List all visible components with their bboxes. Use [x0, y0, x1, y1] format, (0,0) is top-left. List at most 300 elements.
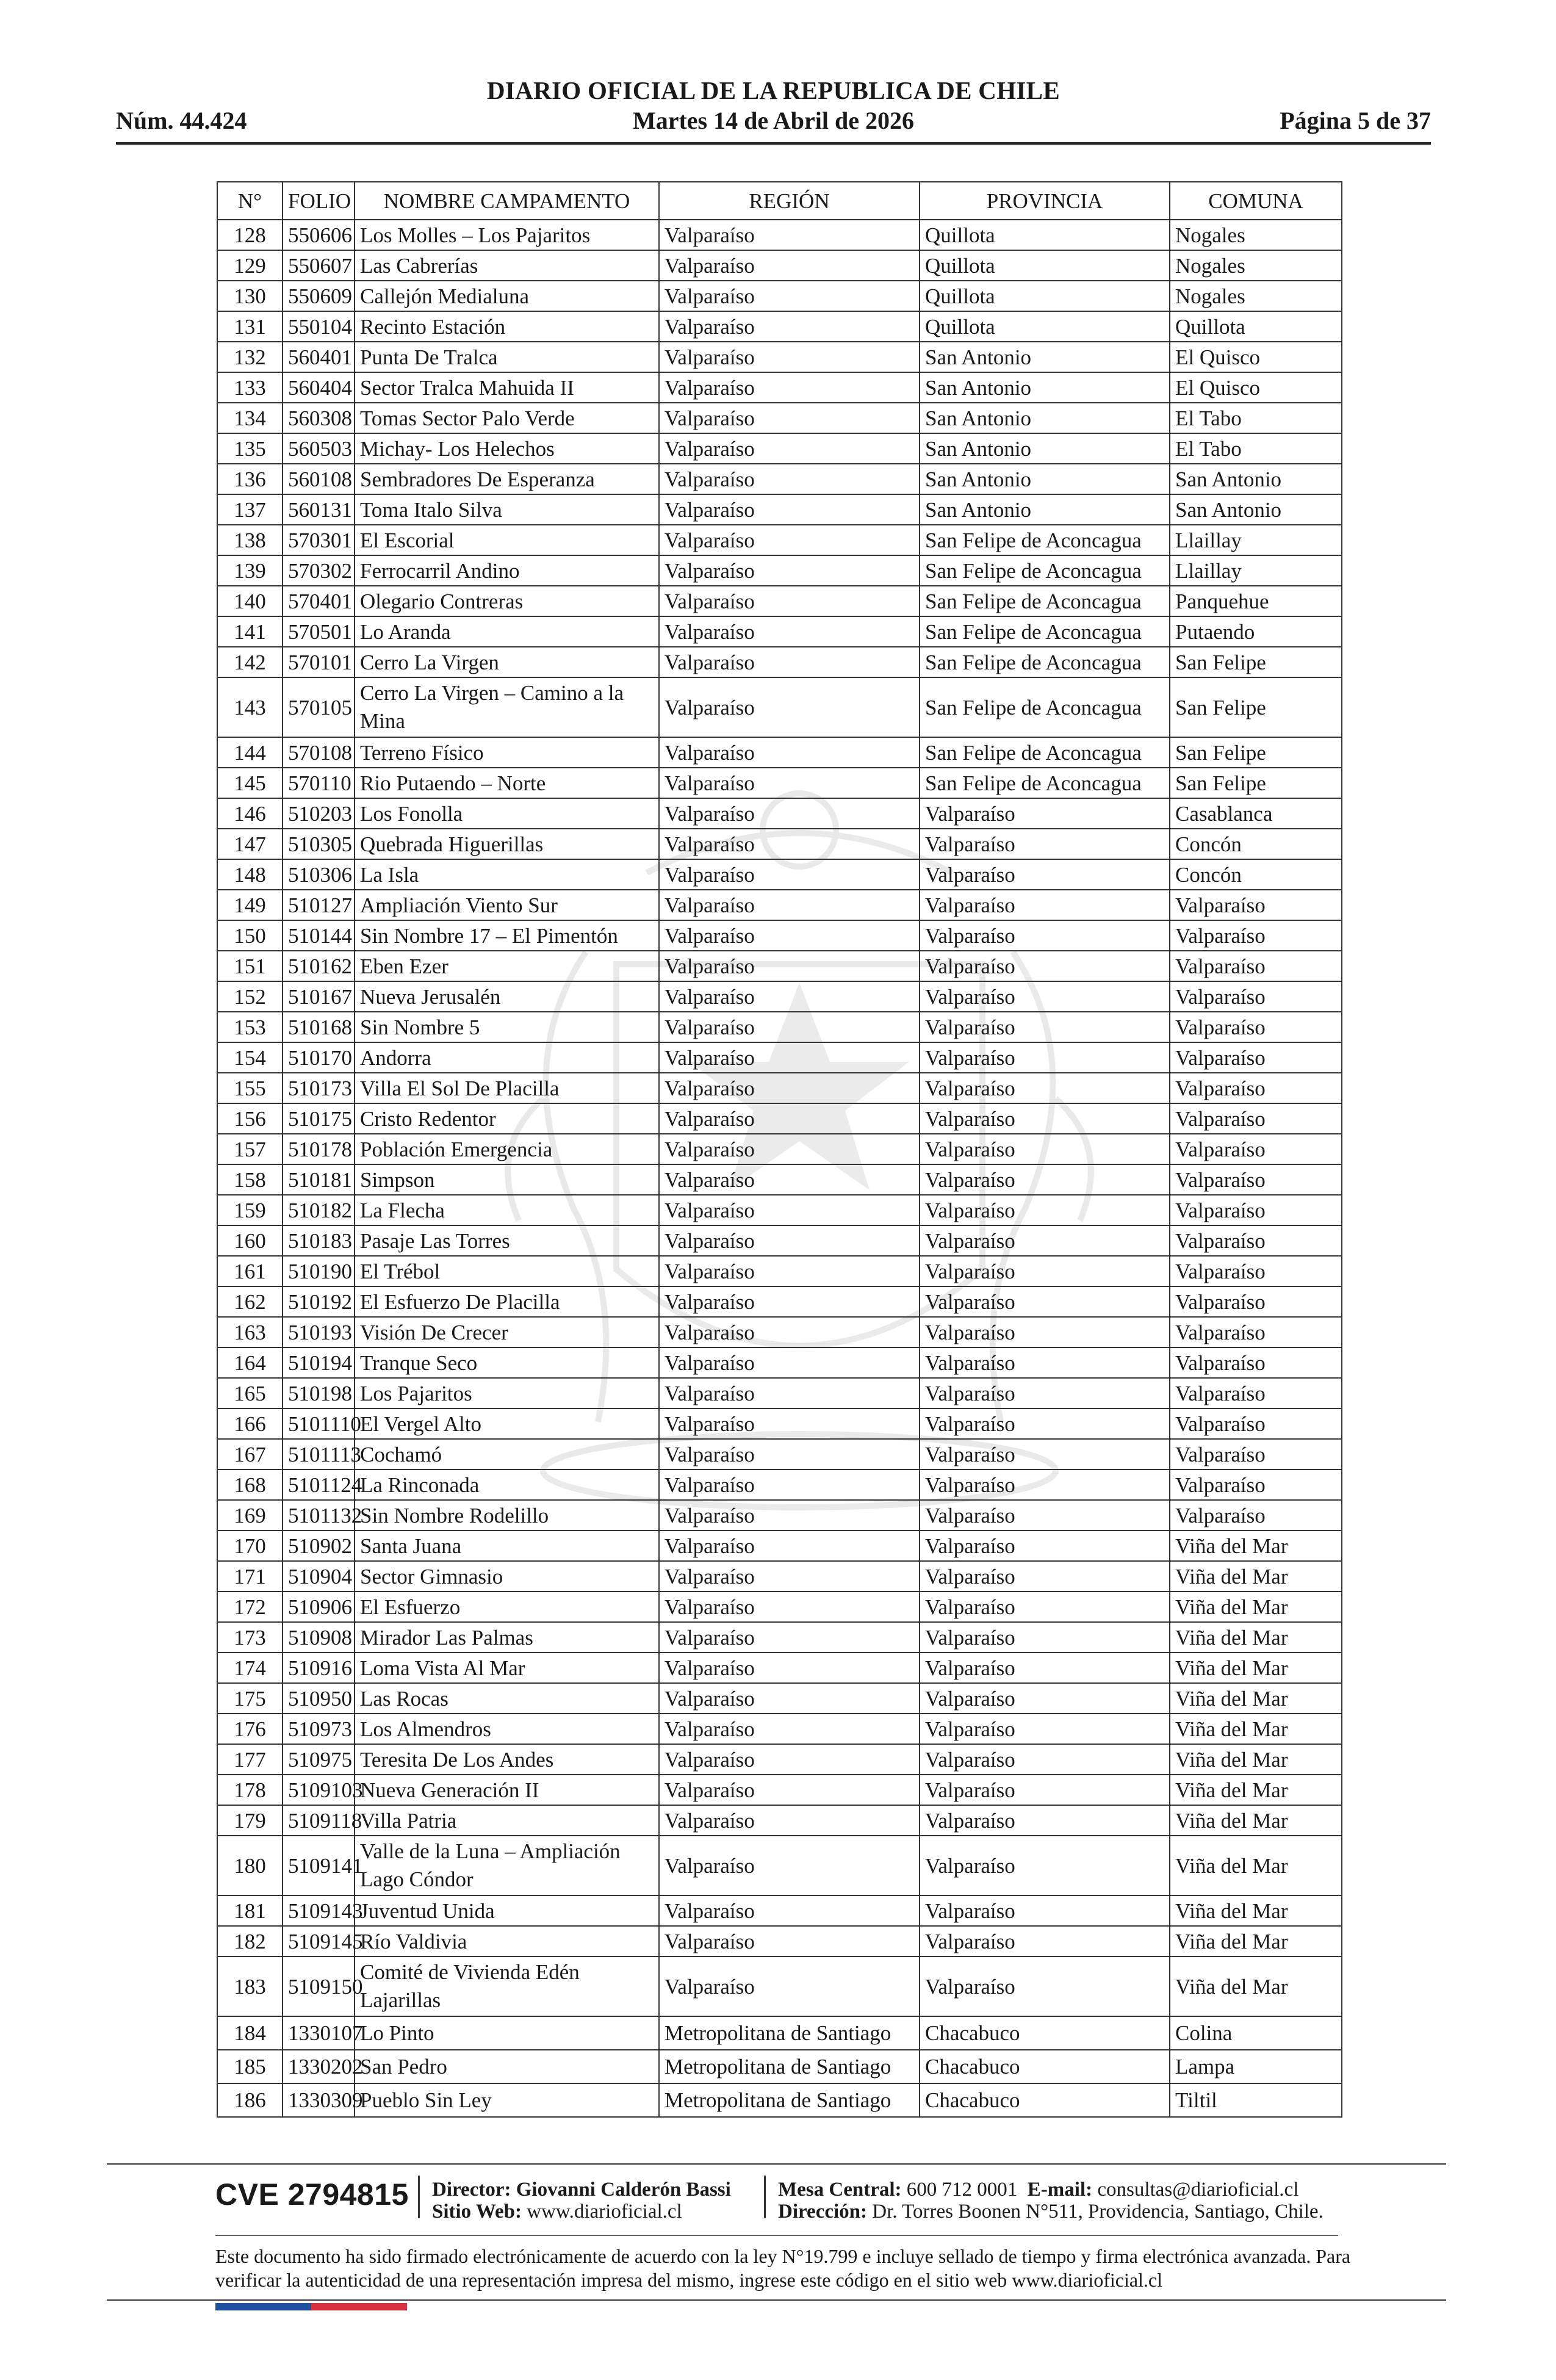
cell-comuna: Valparaíso	[1170, 1469, 1342, 1500]
cell-region: Valparaíso	[659, 677, 920, 737]
cell-folio: 5109103	[283, 1775, 355, 1805]
cell-nombre-campamento: Villa El Sol De Placilla	[355, 1073, 659, 1103]
cell-comuna: Valparaíso	[1170, 1195, 1342, 1225]
cell-nombre-campamento: Toma Italo Silva	[355, 494, 659, 525]
cell-row-number: 153	[217, 1012, 283, 1042]
cell-provincia: Valparaíso	[920, 1347, 1170, 1378]
cell-folio: 510181	[283, 1164, 355, 1195]
cell-comuna: El Tabo	[1170, 433, 1342, 464]
cell-region: Valparaíso	[659, 1317, 920, 1347]
cell-provincia: San Antonio	[920, 464, 1170, 494]
cell-folio: 510203	[283, 798, 355, 829]
cell-provincia: Valparaíso	[920, 829, 1170, 859]
cell-comuna: Valparaíso	[1170, 1225, 1342, 1256]
table-row	[217, 555, 1342, 586]
cell-comuna: Valparaíso	[1170, 981, 1342, 1012]
cell-comuna: Valparaíso	[1170, 1073, 1342, 1103]
cell-row-number: 129	[217, 250, 283, 281]
table-row	[217, 1592, 1342, 1622]
table-row	[217, 737, 1342, 768]
table-row	[217, 1164, 1342, 1195]
cell-comuna: El Tabo	[1170, 403, 1342, 433]
cell-nombre-campamento: La Isla	[355, 859, 659, 890]
phone-label: Mesa Central:	[778, 2179, 902, 2201]
cell-region: Valparaíso	[659, 250, 920, 281]
cell-nombre-campamento: San Pedro	[355, 2050, 659, 2083]
cell-row-number: 169	[217, 1500, 283, 1531]
cell-comuna: Viña del Mar	[1170, 1836, 1342, 1895]
cell-folio: 510902	[283, 1531, 355, 1561]
table-row	[217, 1683, 1342, 1714]
table-row	[217, 1500, 1342, 1531]
cell-region: Valparaíso	[659, 1683, 920, 1714]
cell-provincia: Valparaíso	[920, 1256, 1170, 1286]
cell-provincia: Valparaíso	[920, 920, 1170, 951]
table-row	[217, 1408, 1342, 1439]
cell-region: Valparaíso	[659, 1531, 920, 1561]
cell-folio: 5109145	[283, 1926, 355, 1956]
cell-region: Valparaíso	[659, 311, 920, 342]
cell-region: Valparaíso	[659, 859, 920, 890]
cell-nombre-campamento: Población Emergencia	[355, 1134, 659, 1164]
website-link[interactable]: www.diarioficial.cl	[527, 2201, 682, 2223]
cell-region: Valparaíso	[659, 1836, 920, 1895]
table-row	[217, 829, 1342, 859]
cell-comuna: Valparaíso	[1170, 1103, 1342, 1134]
cell-comuna: San Antonio	[1170, 464, 1342, 494]
cell-nombre-campamento: Cerro La Virgen	[355, 647, 659, 677]
table-row	[217, 250, 1342, 281]
cell-region: Valparaíso	[659, 647, 920, 677]
cell-folio: 560308	[283, 403, 355, 433]
cell-nombre-campamento: El Esfuerzo De Placilla	[355, 1286, 659, 1317]
cell-nombre-campamento: La Rinconada	[355, 1469, 659, 1500]
cell-nombre-campamento: Ferrocarril Andino	[355, 555, 659, 586]
column-header-comuna: COMUNA	[1170, 182, 1342, 220]
cell-nombre-campamento: Mirador Las Palmas	[355, 1622, 659, 1653]
cell-nombre-campamento: Loma Vista Al Mar	[355, 1653, 659, 1683]
cell-folio: 570301	[283, 525, 355, 555]
table-row	[217, 464, 1342, 494]
cell-nombre-campamento: Los Pajaritos	[355, 1378, 659, 1408]
cell-provincia: San Felipe de Aconcagua	[920, 525, 1170, 555]
cell-folio: 510178	[283, 1134, 355, 1164]
cell-row-number: 157	[217, 1134, 283, 1164]
cell-provincia: Valparaíso	[920, 1439, 1170, 1469]
cell-comuna: San Felipe	[1170, 647, 1342, 677]
cell-region: Valparaíso	[659, 1653, 920, 1683]
cell-row-number: 167	[217, 1439, 283, 1469]
cell-nombre-campamento: Olegario Contreras	[355, 586, 659, 616]
cell-row-number: 131	[217, 311, 283, 342]
cell-provincia: San Felipe de Aconcagua	[920, 737, 1170, 768]
cell-comuna: Valparaíso	[1170, 920, 1342, 951]
cell-comuna: Putaendo	[1170, 616, 1342, 647]
table-row	[217, 920, 1342, 951]
cell-provincia: San Antonio	[920, 342, 1170, 372]
cell-row-number: 150	[217, 920, 283, 951]
cell-folio: 5109141	[283, 1836, 355, 1895]
cell-region: Valparaíso	[659, 1408, 920, 1439]
cell-folio: 5101132	[283, 1500, 355, 1531]
cell-row-number: 137	[217, 494, 283, 525]
cell-row-number: 166	[217, 1408, 283, 1439]
table-row	[217, 403, 1342, 433]
cell-provincia: Quillota	[920, 281, 1170, 311]
cell-provincia: Valparaíso	[920, 1744, 1170, 1775]
page-indicator: Página 5 de 37	[1280, 107, 1431, 134]
cell-comuna: Quillota	[1170, 311, 1342, 342]
publication-title: DIARIO OFICIAL DE LA REPUBLICA DE CHILE	[487, 76, 1060, 104]
cell-provincia: San Antonio	[920, 433, 1170, 464]
table-row	[217, 311, 1342, 342]
cell-region: Valparaíso	[659, 342, 920, 372]
cell-folio: 510192	[283, 1286, 355, 1317]
cell-provincia: Chacabuco	[920, 2050, 1170, 2083]
cell-nombre-campamento: Michay- Los Helechos	[355, 433, 659, 464]
cell-row-number: 165	[217, 1378, 283, 1408]
cell-provincia: San Felipe de Aconcagua	[920, 616, 1170, 647]
cell-folio: 5109118	[283, 1805, 355, 1836]
cell-folio: 1330202	[283, 2050, 355, 2083]
cell-provincia: Valparaíso	[920, 1500, 1170, 1531]
cell-region: Valparaíso	[659, 1744, 920, 1775]
header-divider	[116, 142, 1431, 145]
cell-folio: 510908	[283, 1622, 355, 1653]
cell-region: Valparaíso	[659, 1561, 920, 1592]
address-text: Dr. Torres Boonen N°511, Providencia, Santiago, Chile.	[872, 2201, 1324, 2223]
cell-comuna: Viña del Mar	[1170, 1926, 1342, 1956]
cell-comuna: Valparaíso	[1170, 1317, 1342, 1347]
table-row	[217, 220, 1342, 250]
cell-region: Valparaíso	[659, 1622, 920, 1653]
cell-region: Valparaíso	[659, 281, 920, 311]
cell-folio: 570302	[283, 555, 355, 586]
table-row	[217, 1744, 1342, 1775]
cell-folio: 5101124	[283, 1469, 355, 1500]
cell-row-number: 175	[217, 1683, 283, 1714]
footer-inner-divider	[215, 2235, 1338, 2236]
cell-row-number: 171	[217, 1561, 283, 1592]
cell-row-number: 177	[217, 1744, 283, 1775]
cell-row-number: 179	[217, 1805, 283, 1836]
cell-comuna: San Felipe	[1170, 737, 1342, 768]
cell-region: Valparaíso	[659, 768, 920, 798]
cell-comuna: Colina	[1170, 2016, 1342, 2050]
table-row	[217, 1956, 1342, 2016]
table-row	[217, 951, 1342, 981]
cell-row-number: 145	[217, 768, 283, 798]
cell-folio: 510167	[283, 981, 355, 1012]
cell-row-number: 152	[217, 981, 283, 1012]
cell-row-number: 138	[217, 525, 283, 555]
cell-comuna: Valparaíso	[1170, 1042, 1342, 1073]
cell-provincia: Valparaíso	[920, 1103, 1170, 1134]
cell-nombre-campamento: Sin Nombre Rodelillo	[355, 1500, 659, 1531]
cell-folio: 510973	[283, 1714, 355, 1744]
cell-region: Valparaíso	[659, 1134, 920, 1164]
cell-nombre-campamento: Villa Patria	[355, 1805, 659, 1836]
cell-nombre-campamento: Lo Aranda	[355, 616, 659, 647]
cell-provincia: Quillota	[920, 311, 1170, 342]
table-row	[217, 1103, 1342, 1134]
cell-comuna: San Felipe	[1170, 677, 1342, 737]
cell-provincia: Valparaíso	[920, 1317, 1170, 1347]
footer-divider	[107, 2163, 1446, 2165]
cell-folio: 510173	[283, 1073, 355, 1103]
cell-comuna: Viña del Mar	[1170, 1895, 1342, 1926]
table-body	[217, 220, 1342, 2117]
cell-nombre-campamento: Las Rocas	[355, 1683, 659, 1714]
cell-nombre-campamento: Teresita De Los Andes	[355, 1744, 659, 1775]
cell-folio: 560131	[283, 494, 355, 525]
table-row	[217, 1714, 1342, 1744]
cell-nombre-campamento: Los Almendros	[355, 1714, 659, 1744]
director-label: Director:	[432, 2179, 511, 2201]
table-row	[217, 1347, 1342, 1378]
cell-region: Valparaíso	[659, 1805, 920, 1836]
cell-provincia: Valparaíso	[920, 1836, 1170, 1895]
email-link[interactable]: consultas@diarioficial.cl	[1097, 2179, 1299, 2201]
cell-row-number: 143	[217, 677, 283, 737]
cell-folio: 570108	[283, 737, 355, 768]
cell-region: Valparaíso	[659, 1926, 920, 1956]
cell-row-number: 133	[217, 372, 283, 403]
cell-nombre-campamento: Eben Ezer	[355, 951, 659, 981]
column-header-provincia: PROVINCIA	[920, 182, 1170, 220]
cell-folio: 510190	[283, 1256, 355, 1286]
table-row	[217, 981, 1342, 1012]
cell-provincia: Valparaíso	[920, 859, 1170, 890]
cell-comuna: Nogales	[1170, 250, 1342, 281]
cell-provincia: San Antonio	[920, 372, 1170, 403]
cell-folio: 570401	[283, 586, 355, 616]
cell-folio: 550609	[283, 281, 355, 311]
table-row	[217, 768, 1342, 798]
cell-comuna: San Felipe	[1170, 768, 1342, 798]
cell-row-number: 142	[217, 647, 283, 677]
cell-row-number: 163	[217, 1317, 283, 1347]
cell-folio: 1330107	[283, 2016, 355, 2050]
cell-region: Valparaíso	[659, 1956, 920, 2016]
cell-row-number: 147	[217, 829, 283, 859]
cell-region: Valparaíso	[659, 920, 920, 951]
cell-provincia: Valparaíso	[920, 1561, 1170, 1592]
cell-folio: 1330309	[283, 2083, 355, 2117]
cell-comuna: Valparaíso	[1170, 951, 1342, 981]
cell-comuna: Viña del Mar	[1170, 1744, 1342, 1775]
cell-row-number: 135	[217, 433, 283, 464]
table-row	[217, 1439, 1342, 1469]
footer-director-block	[432, 2179, 731, 2223]
table-row	[217, 1042, 1342, 1073]
cell-region: Valparaíso	[659, 1347, 920, 1378]
cell-nombre-campamento: El Esfuerzo	[355, 1592, 659, 1622]
cell-row-number: 181	[217, 1895, 283, 1926]
cell-row-number: 134	[217, 403, 283, 433]
cell-provincia: San Felipe de Aconcagua	[920, 677, 1170, 737]
table-row	[217, 525, 1342, 555]
cell-row-number: 173	[217, 1622, 283, 1653]
cell-nombre-campamento: Las Cabrerías	[355, 250, 659, 281]
cell-nombre-campamento: Sector Gimnasio	[355, 1561, 659, 1592]
cell-region: Valparaíso	[659, 737, 920, 768]
cell-region: Valparaíso	[659, 1225, 920, 1256]
cell-comuna: Tiltil	[1170, 2083, 1342, 2117]
cell-provincia: Valparaíso	[920, 1286, 1170, 1317]
cell-region: Valparaíso	[659, 616, 920, 647]
table-row	[217, 1622, 1342, 1653]
legal-notice: Este documento ha sido firmado electrónicamente de acuerdo con la ley N°19.799 e incluye sellado de tiempo y firma electrónica avanzada. Para verificar la autenticidad de una representación impresa del mismo, ingrese este código en el sitio web www.diarioficial.cl	[215, 2245, 1351, 2291]
cell-row-number: 185	[217, 2050, 283, 2083]
cell-row-number: 136	[217, 464, 283, 494]
cell-comuna: Nogales	[1170, 281, 1342, 311]
cell-folio: 510183	[283, 1225, 355, 1256]
cell-nombre-campamento: Santa Juana	[355, 1531, 659, 1561]
table-row	[217, 281, 1342, 311]
cell-provincia: Valparaíso	[920, 1012, 1170, 1042]
cell-provincia: Valparaíso	[920, 1895, 1170, 1926]
cell-comuna: Valparaíso	[1170, 1134, 1342, 1164]
cell-provincia: San Felipe de Aconcagua	[920, 647, 1170, 677]
director-name: Giovanni Calderón Bassi	[516, 2179, 731, 2201]
table-row	[217, 2016, 1342, 2050]
cell-provincia: Chacabuco	[920, 2083, 1170, 2117]
cell-nombre-campamento: Cochamó	[355, 1439, 659, 1469]
cell-nombre-campamento: Nueva Jerusalén	[355, 981, 659, 1012]
table-row	[217, 1926, 1342, 1956]
table-row	[217, 1225, 1342, 1256]
cell-region: Valparaíso	[659, 1439, 920, 1469]
cell-comuna: Valparaíso	[1170, 890, 1342, 920]
column-header-number: N°	[217, 182, 283, 220]
cell-region: Valparaíso	[659, 586, 920, 616]
table-row	[217, 433, 1342, 464]
cell-folio: 5109143	[283, 1895, 355, 1926]
cell-folio: 510975	[283, 1744, 355, 1775]
cell-nombre-campamento: Los Molles – Los Pajaritos	[355, 220, 659, 250]
cell-comuna: Valparaíso	[1170, 1286, 1342, 1317]
cell-provincia: San Felipe de Aconcagua	[920, 768, 1170, 798]
cell-region: Valparaíso	[659, 1195, 920, 1225]
cell-row-number: 160	[217, 1225, 283, 1256]
cell-comuna: Viña del Mar	[1170, 1531, 1342, 1561]
cell-provincia: Valparaíso	[920, 1164, 1170, 1195]
table-row	[217, 677, 1342, 737]
cell-comuna: Llaillay	[1170, 525, 1342, 555]
table-row	[217, 616, 1342, 647]
cell-region: Valparaíso	[659, 525, 920, 555]
table-row	[217, 1012, 1342, 1042]
cell-provincia: Valparaíso	[920, 798, 1170, 829]
cell-comuna: Viña del Mar	[1170, 1956, 1342, 2016]
cell-comuna: El Quisco	[1170, 342, 1342, 372]
flag-bar-red	[311, 2303, 407, 2310]
table-row	[217, 1286, 1342, 1317]
page-header	[116, 73, 1431, 143]
cell-region: Valparaíso	[659, 798, 920, 829]
cell-comuna: Concón	[1170, 829, 1342, 859]
cell-provincia: Valparaíso	[920, 1378, 1170, 1408]
cell-comuna: Viña del Mar	[1170, 1653, 1342, 1683]
cell-folio: 510194	[283, 1347, 355, 1378]
cell-nombre-campamento: El Trébol	[355, 1256, 659, 1286]
cell-nombre-campamento: Quebrada Higuerillas	[355, 829, 659, 859]
cell-nombre-campamento: El Escorial	[355, 525, 659, 555]
cell-comuna: Valparaíso	[1170, 1408, 1342, 1439]
cell-folio: 510306	[283, 859, 355, 890]
cell-nombre-campamento: Rio Putaendo – Norte	[355, 768, 659, 798]
cell-nombre-campamento: Andorra	[355, 1042, 659, 1073]
cell-folio: 510182	[283, 1195, 355, 1225]
cell-folio: 510168	[283, 1012, 355, 1042]
issue-number: Núm. 44.424	[116, 107, 247, 134]
column-header-folio: FOLIO	[283, 182, 355, 220]
cell-folio: 5109150	[283, 1956, 355, 2016]
cell-folio: 510305	[283, 829, 355, 859]
cell-nombre-campamento: Visión De Crecer	[355, 1317, 659, 1347]
cell-nombre-campamento: Pueblo Sin Ley	[355, 2083, 659, 2117]
cell-nombre-campamento: Tomas Sector Palo Verde	[355, 403, 659, 433]
cell-comuna: Valparaíso	[1170, 1347, 1342, 1378]
table-header-row	[217, 182, 1342, 220]
cell-region: Valparaíso	[659, 981, 920, 1012]
website-label: Sitio Web:	[432, 2201, 522, 2223]
cell-nombre-campamento: Recinto Estación	[355, 311, 659, 342]
table-row	[217, 2083, 1342, 2117]
cell-folio: 570110	[283, 768, 355, 798]
table-row	[217, 798, 1342, 829]
cell-comuna: Viña del Mar	[1170, 1775, 1342, 1805]
cell-folio: 560503	[283, 433, 355, 464]
cell-region: Valparaíso	[659, 1469, 920, 1500]
cell-region: Valparaíso	[659, 1012, 920, 1042]
cell-region: Valparaíso	[659, 1378, 920, 1408]
cell-folio: 560401	[283, 342, 355, 372]
cell-folio: 510950	[283, 1683, 355, 1714]
cell-provincia: Valparaíso	[920, 1805, 1170, 1836]
cell-region: Valparaíso	[659, 555, 920, 586]
cell-folio: 510916	[283, 1653, 355, 1683]
cell-folio: 510904	[283, 1561, 355, 1592]
cell-region: Metropolitana de Santiago	[659, 2083, 920, 2117]
cell-comuna: Valparaíso	[1170, 1164, 1342, 1195]
phone-number: 600 712 0001	[906, 2179, 1018, 2201]
cell-provincia: San Felipe de Aconcagua	[920, 555, 1170, 586]
table-row	[217, 494, 1342, 525]
cell-region: Valparaíso	[659, 220, 920, 250]
cell-row-number: 159	[217, 1195, 283, 1225]
cell-region: Valparaíso	[659, 1895, 920, 1926]
cell-folio: 510193	[283, 1317, 355, 1347]
cell-provincia: Valparaíso	[920, 1683, 1170, 1714]
cve-code: CVE 2794815	[215, 2177, 409, 2212]
cell-provincia: Valparaíso	[920, 1956, 1170, 2016]
table-row	[217, 1378, 1342, 1408]
footer-separator	[764, 2176, 766, 2218]
cell-row-number: 161	[217, 1256, 283, 1286]
cell-provincia: Chacabuco	[920, 2016, 1170, 2050]
table-row	[217, 372, 1342, 403]
cell-region: Metropolitana de Santiago	[659, 2016, 920, 2050]
table-row	[217, 1195, 1342, 1225]
cell-nombre-campamento: Sin Nombre 17 – El Pimentón	[355, 920, 659, 951]
table-row	[217, 1256, 1342, 1286]
cell-provincia: Valparaíso	[920, 1195, 1170, 1225]
cell-row-number: 170	[217, 1531, 283, 1561]
cell-comuna: Valparaíso	[1170, 1256, 1342, 1286]
cell-nombre-campamento: Simpson	[355, 1164, 659, 1195]
